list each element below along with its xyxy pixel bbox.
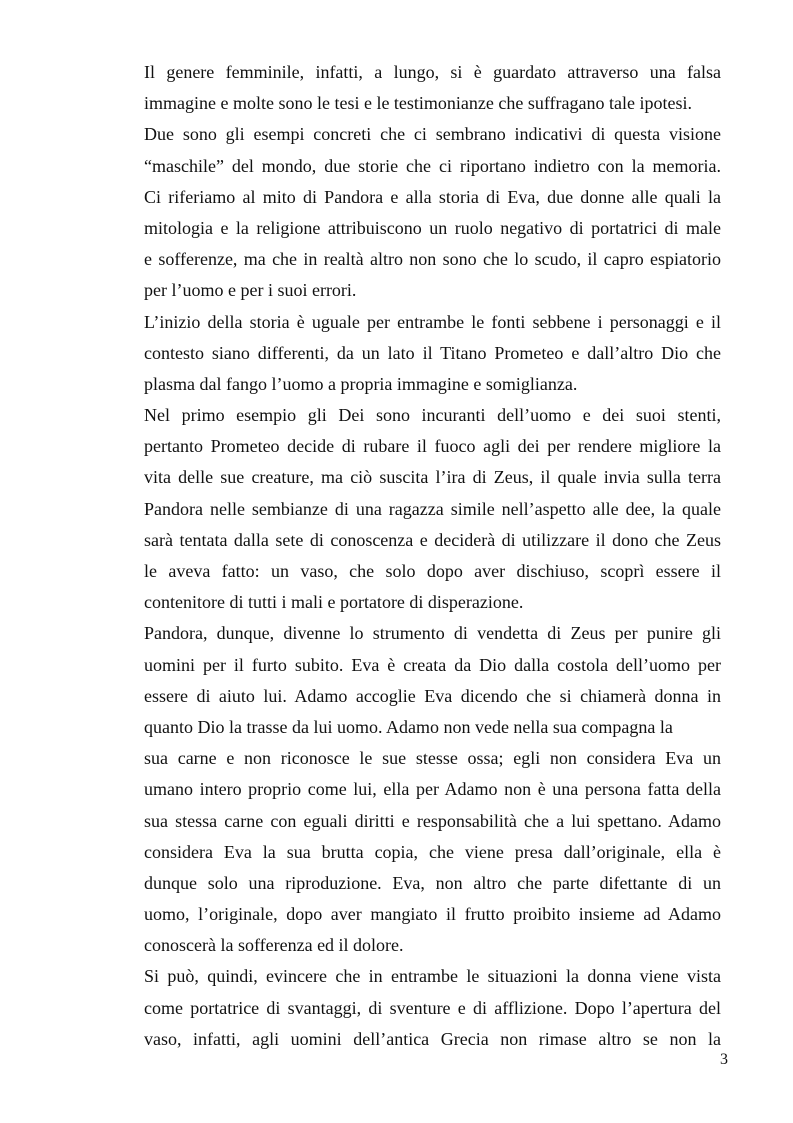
text-line: contesto siano differenti, da un lato il Titano Prometeo e dall’altro Dio che (144, 342, 721, 363)
text-line: come portatrice di svantaggi, di sventure e di afflizione. Dopo l’apertura del (144, 997, 721, 1018)
text-line: conoscerà la sofferenza ed il dolore. (144, 935, 404, 956)
text-line: per l’uomo e per i suoi errori. (144, 280, 357, 301)
text-line: L’inizio della storia è uguale per entrambe le fonti sebbene i personaggi e il (144, 311, 721, 332)
text-line: contenitore di tutti i mali e portatore di disperazione. (144, 592, 524, 613)
text-line: Nel primo esempio gli Dei sono incuranti dell’uomo e dei suoi stenti, (144, 405, 721, 426)
text-line: Ci riferiamo al mito di Pandora e alla storia di Eva, due donne alle quali la (144, 186, 721, 207)
text-line: uomini per il furto subito. Eva è creata da Dio dalla costola dell’uomo per (144, 654, 721, 675)
body-text (144, 57, 721, 1055)
text-line: Il genere femminile, infatti, a lungo, si è guardato attraverso una falsa (144, 62, 721, 82)
text-line: e sofferenze, ma che in realtà altro non sono che lo scudo, il capro espiatorio (144, 249, 721, 270)
text-line: immagine e molte sono le tesi e le testimonianze che suffragano tale ipotesi. (144, 93, 692, 114)
text-line: vita delle sue creature, ma ciò suscita l’ira di Zeus, il quale invia sulla terra (144, 467, 721, 488)
text-line: sua carne e non riconosce le sue stesse ossa; egli non considera Eva un (144, 748, 721, 769)
text-line: vaso, infatti, agli uomini dell’antica Grecia non rimase altro se non la (144, 1028, 721, 1049)
text-line: dunque solo una riproduzione. Eva, non altro che parte difettante di un (144, 872, 721, 893)
text-line: Si può, quindi, evincere che in entrambe le situazioni la donna viene vista (144, 966, 721, 987)
text-line: le aveva fatto: un vaso, che solo dopo aver dischiuso, scoprì essere il (144, 561, 721, 581)
page-number: 3 (720, 1051, 728, 1068)
text-line: umano intero proprio come lui, ella per Adamo non è una persona fatta della (144, 779, 721, 800)
text-line: plasma dal fango l’uomo a propria immagine e somiglianza. (144, 373, 578, 394)
text-line: sua stessa carne con eguali diritti e responsabilità che a lui spettano. Adamo (144, 810, 721, 831)
text-line: sarà tentata dalla sete di conoscenza e deciderà di utilizzare il dono che Zeus (144, 529, 721, 550)
text-line: quanto Dio la trasse da lui uomo. Adamo non vede nella sua compagna la (144, 716, 673, 737)
text-line: Pandora nelle sembianze di una ragazza simile nell’aspetto alle dee, la quale (144, 498, 721, 519)
text-line: pertanto Prometeo decide di rubare il fuoco agli dei per rendere migliore la (144, 436, 721, 457)
text-line: essere di aiuto lui. Adamo accoglie Eva dicendo che si chiamerà donna in (144, 685, 721, 706)
text-line: Due sono gli esempi concreti che ci sembrano indicativi di questa visione (144, 124, 721, 145)
text-line: considera Eva la sua brutta copia, che viene presa dall’originale, ella è (144, 841, 721, 862)
text-line: mitologia e la religione attribuiscono un ruolo negativo di portatrici di male (144, 217, 721, 238)
text-line: “maschile” del mondo, due storie che ci riportano indietro con la memoria. (144, 155, 721, 176)
text-line: Pandora, dunque, divenne lo strumento di vendetta di Zeus per punire gli (144, 623, 721, 644)
text-line: uomo, l’originale, dopo aver mangiato il frutto proibito insieme ad Adamo (144, 904, 721, 925)
